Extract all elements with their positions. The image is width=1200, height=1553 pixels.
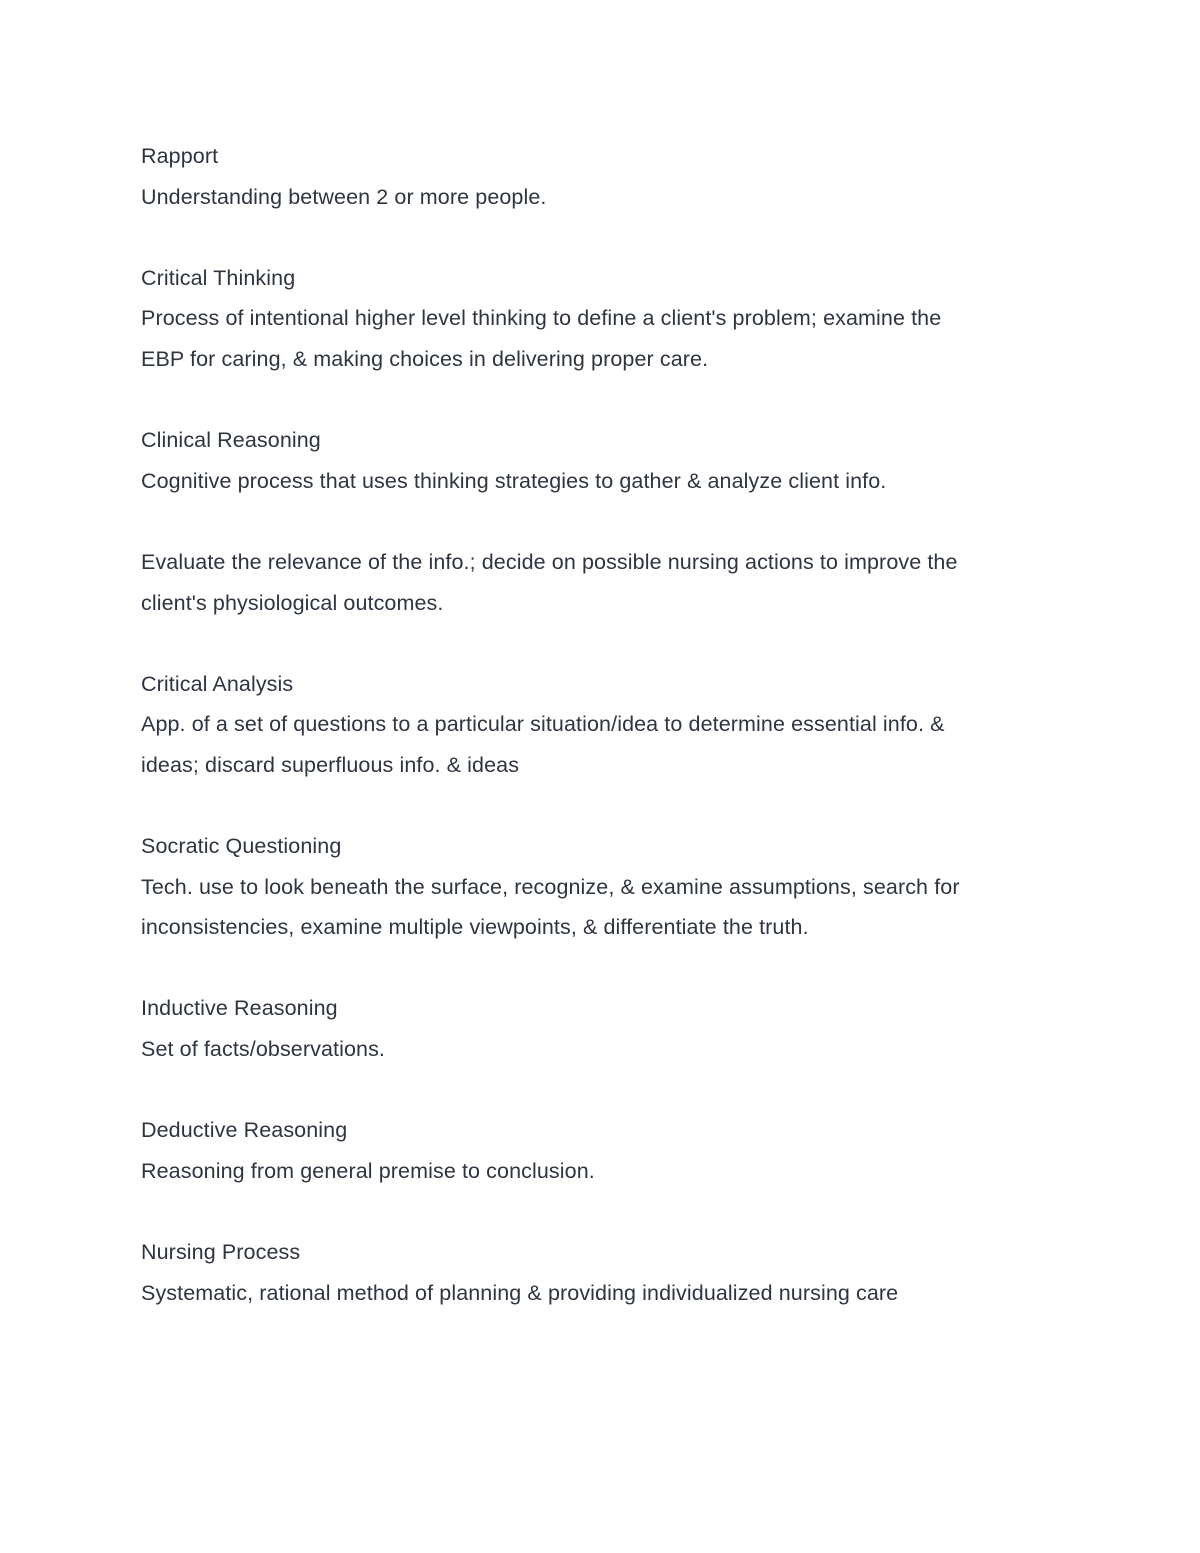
term-definition: Systematic, rational method of planning & providing individualized nursing care [141, 1280, 899, 1305]
term-definition-line: inconsistencies, examine multiple viewpoints, & differentiate the truth. [141, 915, 809, 940]
glossary-entry-critical-thinking [141, 258, 1061, 380]
term-definition: Cognitive process that uses thinking strategies to gather & analyze client info. [141, 468, 887, 493]
glossary-entry-rapport [141, 136, 1061, 217]
glossary-entry-nursing-process [141, 1232, 1061, 1313]
glossary-entry-socratic-questioning [141, 826, 1061, 948]
term-definition: Understanding between 2 or more people. [141, 184, 547, 209]
clinical-reasoning-paragraph [141, 542, 1061, 623]
term-definition: Reasoning from general premise to conclusion. [141, 1158, 595, 1183]
glossary-entry-deductive-reasoning [141, 1110, 1061, 1191]
term-label: Deductive Reasoning [141, 1118, 348, 1143]
term-label: Rapport [141, 144, 219, 168]
paragraph-line: Evaluate the relevance of the info.; decide on possible nursing actions to improve the [141, 549, 958, 574]
term-label: Critical Analysis [141, 671, 294, 696]
term-label: Nursing Process [141, 1240, 301, 1265]
paragraph-line: client's physiological outcomes. [141, 590, 444, 615]
term-label: Clinical Reasoning [141, 428, 321, 453]
term-definition-line: Tech. use to look beneath the surface, recognize, & examine assumptions, search for [141, 874, 960, 899]
term-label: Critical Thinking [141, 265, 296, 290]
term-label: Inductive Reasoning [141, 996, 338, 1021]
term-definition: Set of facts/observations. [141, 1037, 386, 1062]
term-definition-line: Process of intentional higher level thinking to define a client's problem; examine the [141, 306, 942, 331]
glossary-entry-clinical-reasoning [141, 420, 1061, 501]
term-definition-line: App. of a set of questions to a particular situation/idea to determine essential info. & [141, 712, 945, 737]
term-label: Socratic Questioning [141, 834, 342, 859]
term-definition-line: ideas; discard superfluous info. & ideas [141, 752, 520, 777]
term-definition-line: EBP for caring, & making choices in delivering proper care. [141, 346, 709, 371]
glossary-entry-critical-analysis [141, 664, 1061, 786]
glossary-entry-inductive-reasoning [141, 988, 1061, 1069]
glossary-content [141, 136, 1061, 1354]
